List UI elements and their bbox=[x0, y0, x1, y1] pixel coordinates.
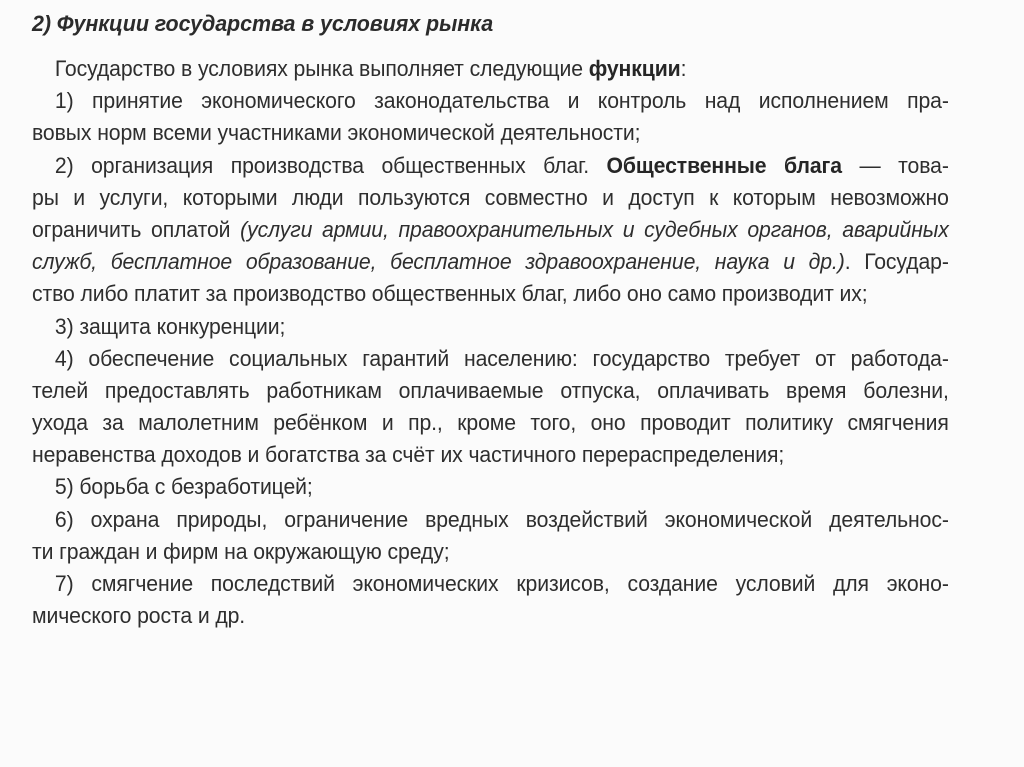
text-line bbox=[32, 278, 949, 310]
text-line bbox=[32, 504, 949, 536]
document-body bbox=[32, 10, 949, 632]
text-span: мического роста и др. bbox=[32, 603, 246, 629]
italic-text: служб, бесплатное образование, бесплатное здравоохранение, наука и др.) bbox=[32, 249, 845, 275]
text-span: 2) организация производства общественных благ. bbox=[54, 152, 607, 178]
text-span: неравенства доходов и богатства за счёт их частичного перераспределения; bbox=[32, 442, 785, 468]
italic-text: (услуги армии, правоохранительных и судебных органов, аварийных bbox=[240, 216, 949, 242]
text-span: 1) принятие экономического законодательства и контроль над исполнением пра- bbox=[54, 88, 949, 114]
text-line bbox=[32, 214, 949, 246]
text-line bbox=[32, 600, 949, 632]
text-span: 4) обеспечение социальных гарантий населению: государство требует от работода- bbox=[54, 345, 949, 371]
text-span: Государство в условиях рынка выполняет следующие bbox=[54, 56, 589, 81]
text-line bbox=[32, 85, 949, 117]
text-line bbox=[32, 439, 949, 471]
text-span: 6) охрана природы, ограничение вредных воздействий экономической деятельнос- bbox=[54, 506, 949, 532]
text-span: . Государ- bbox=[844, 249, 949, 275]
text-line bbox=[32, 53, 949, 85]
text-line bbox=[32, 536, 949, 568]
text-line bbox=[32, 117, 949, 149]
text-span: 3) защита конкуренции; bbox=[54, 313, 286, 339]
text-span: ухода за малолетним ребёнком и пр., кроме того, оно проводит политику смягчения bbox=[32, 410, 949, 436]
text-line bbox=[32, 343, 949, 375]
text-line bbox=[32, 568, 949, 600]
text-span: вовых норм всеми участниками экономической деятельности; bbox=[32, 120, 641, 146]
text-line bbox=[32, 182, 949, 214]
text-span: : bbox=[680, 56, 687, 81]
text-span: ти граждан и фирм на окружающую среду; bbox=[32, 538, 450, 564]
text-span: телей предоставлять работникам оплачиваемые отпуска, оплачивать время болезни, bbox=[32, 377, 949, 403]
text-line bbox=[32, 246, 949, 278]
bold-term: функции bbox=[588, 56, 681, 81]
text-line bbox=[32, 311, 949, 343]
text-span: — това- bbox=[841, 152, 949, 178]
section-heading: 2) Функции государства в условиях рынка bbox=[32, 11, 494, 36]
text-span: ограничить оплатой bbox=[32, 216, 241, 242]
text-span: ство либо платит за производство общественных благ, либо оно само производит их; bbox=[32, 281, 868, 307]
text-line bbox=[32, 407, 949, 439]
paragraph-block bbox=[32, 53, 949, 632]
text-span: 7) смягчение последствий экономических кризисов, создание условий для эконо- bbox=[54, 571, 949, 596]
text-span: ры и услуги, которыми люди пользуются совместно и доступ к которым невозможно bbox=[32, 184, 949, 210]
text-line bbox=[32, 471, 949, 503]
text-line bbox=[32, 375, 949, 407]
bold-term: Общественные блага bbox=[606, 152, 842, 178]
text-line bbox=[32, 150, 949, 182]
text-span: 5) борьба с безработицей; bbox=[54, 474, 313, 500]
